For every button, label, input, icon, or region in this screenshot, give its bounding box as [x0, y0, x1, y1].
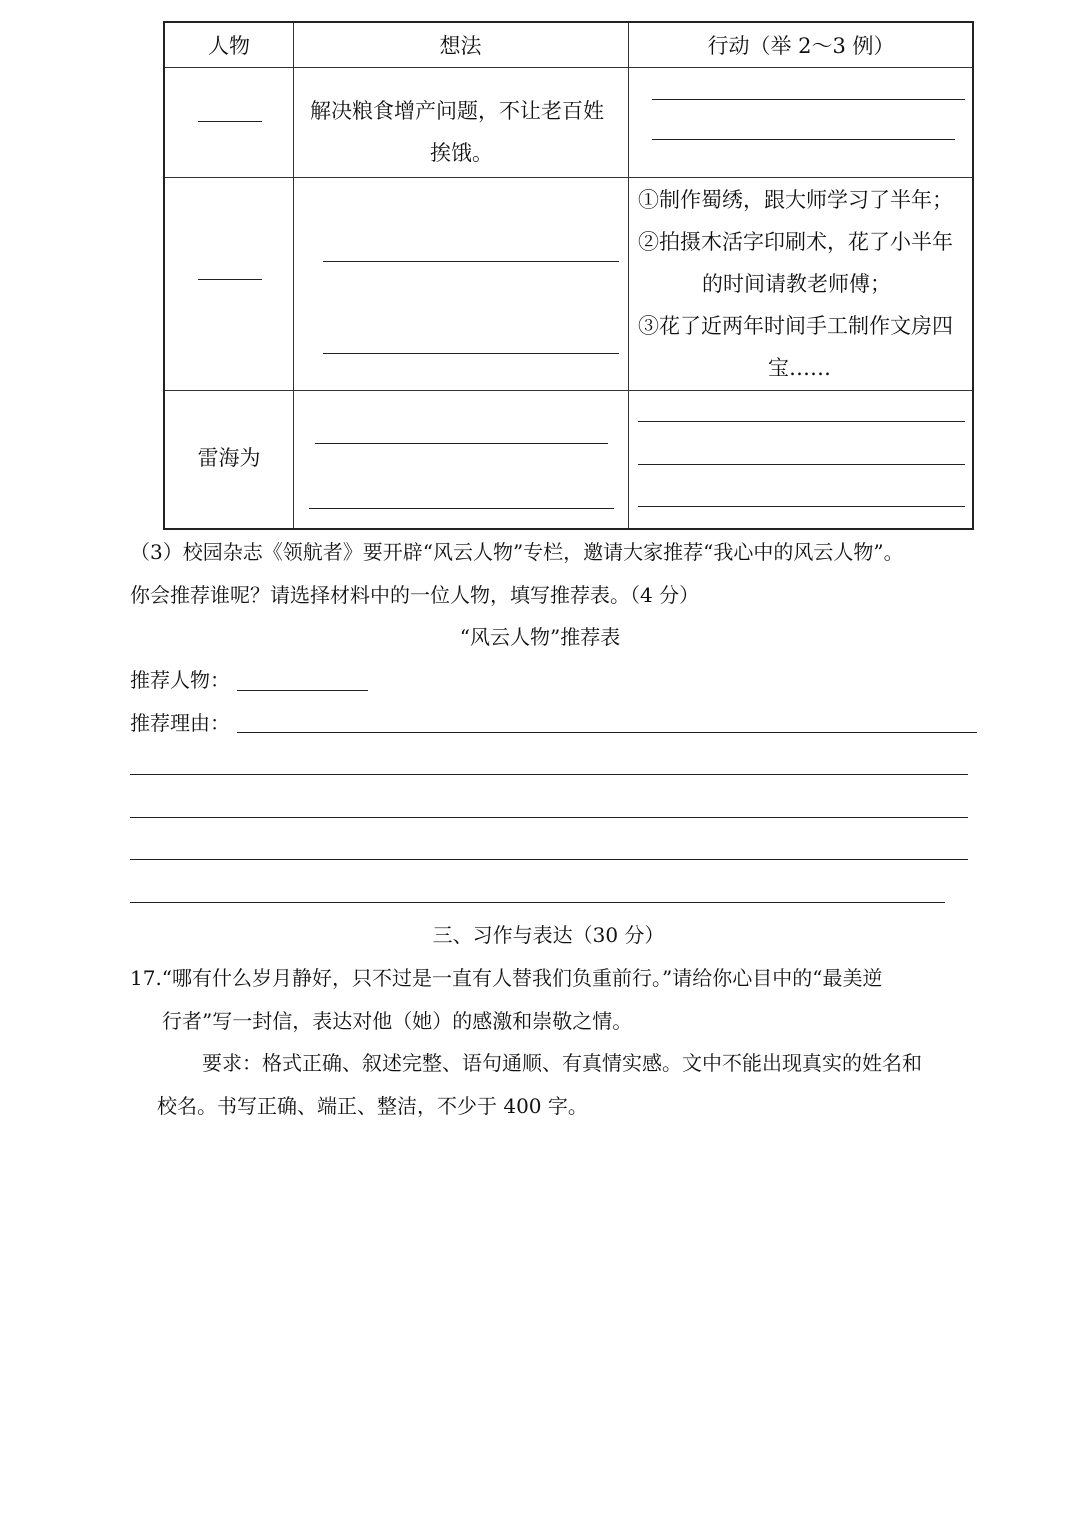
row1-action-blank[interactable] [652, 99, 965, 100]
row2-action-3-cont: 宝…… [768, 356, 831, 380]
row3-person: 雷海为 [197, 446, 261, 470]
requirement-line1: 要求：格式正确、叙述完整、语句通顺、有真情实感。文中不能出现真实的姓名和 [202, 1051, 922, 1075]
reason-input-line[interactable] [130, 817, 968, 818]
person-input-line[interactable] [237, 690, 368, 691]
person-blank-2[interactable] [198, 279, 262, 280]
header-thought: 想法 [439, 34, 482, 58]
row2-thought-blank[interactable] [323, 261, 619, 262]
q17-line2: 行者”写一封信，表达对他（她）的感激和崇敬之情。 [162, 1009, 633, 1033]
row2-thought-blank[interactable] [323, 353, 619, 354]
reason-input-line[interactable] [130, 902, 945, 903]
row3-thought-blank[interactable] [309, 508, 614, 509]
table-col-divider [628, 23, 629, 528]
reason-input-line[interactable] [130, 859, 968, 860]
row1-thought-line1: 解决粮食增产问题，不让老百姓 [310, 99, 604, 123]
q3-line2: 你会推荐谁呢？请选择材料中的一位人物，填写推荐表。（4 分） [130, 583, 700, 607]
reason-input-line[interactable] [237, 732, 977, 733]
row2-action-2: ②拍摄木活字印刷术，花了小半年 [638, 230, 953, 254]
row3-action-blank[interactable] [638, 421, 965, 422]
row1-thought-line2: 挨饿。 [430, 141, 493, 165]
q3-line1: （3）校园杂志《领航者》要开辟“风云人物”专栏，邀请大家推荐“我心中的风云人物”。 [130, 540, 904, 564]
row3-action-blank[interactable] [638, 464, 965, 465]
row3-action-blank[interactable] [638, 506, 965, 507]
header-action: 行动（举 2～3 例） [707, 34, 895, 58]
q17-line1: 17.“哪有什么岁月静好，只不过是一直有人替我们负重前行。”请给你心目中的“最美逆 [130, 966, 883, 990]
row2-action-2-cont: 的时间请教老师傅； [702, 272, 891, 296]
reason-input-line[interactable] [130, 774, 968, 775]
table-col-divider [293, 23, 294, 528]
row2-action-3: ③花了近两年时间手工制作文房四 [638, 314, 953, 338]
row1-action-blank[interactable] [652, 139, 955, 140]
table-row-divider [165, 67, 972, 68]
requirement-line2: 校名。书写正确、端正、整洁，不少于 400 字。 [157, 1094, 588, 1118]
row3-thought-blank[interactable] [315, 443, 608, 444]
person-blank-1[interactable] [198, 121, 262, 122]
table-row-divider [165, 177, 972, 178]
person-label: 推荐人物： [130, 668, 230, 692]
row2-action-1: ①制作蜀绣，跟大师学习了半年； [638, 188, 953, 212]
header-person: 人物 [208, 34, 250, 58]
table-row-divider [165, 390, 972, 391]
reason-label: 推荐理由： [130, 711, 230, 735]
form-title: “风云人物”推荐表 [459, 625, 621, 649]
character-table [163, 21, 974, 530]
section-heading: 三、习作与表达（30 分） [432, 923, 665, 947]
